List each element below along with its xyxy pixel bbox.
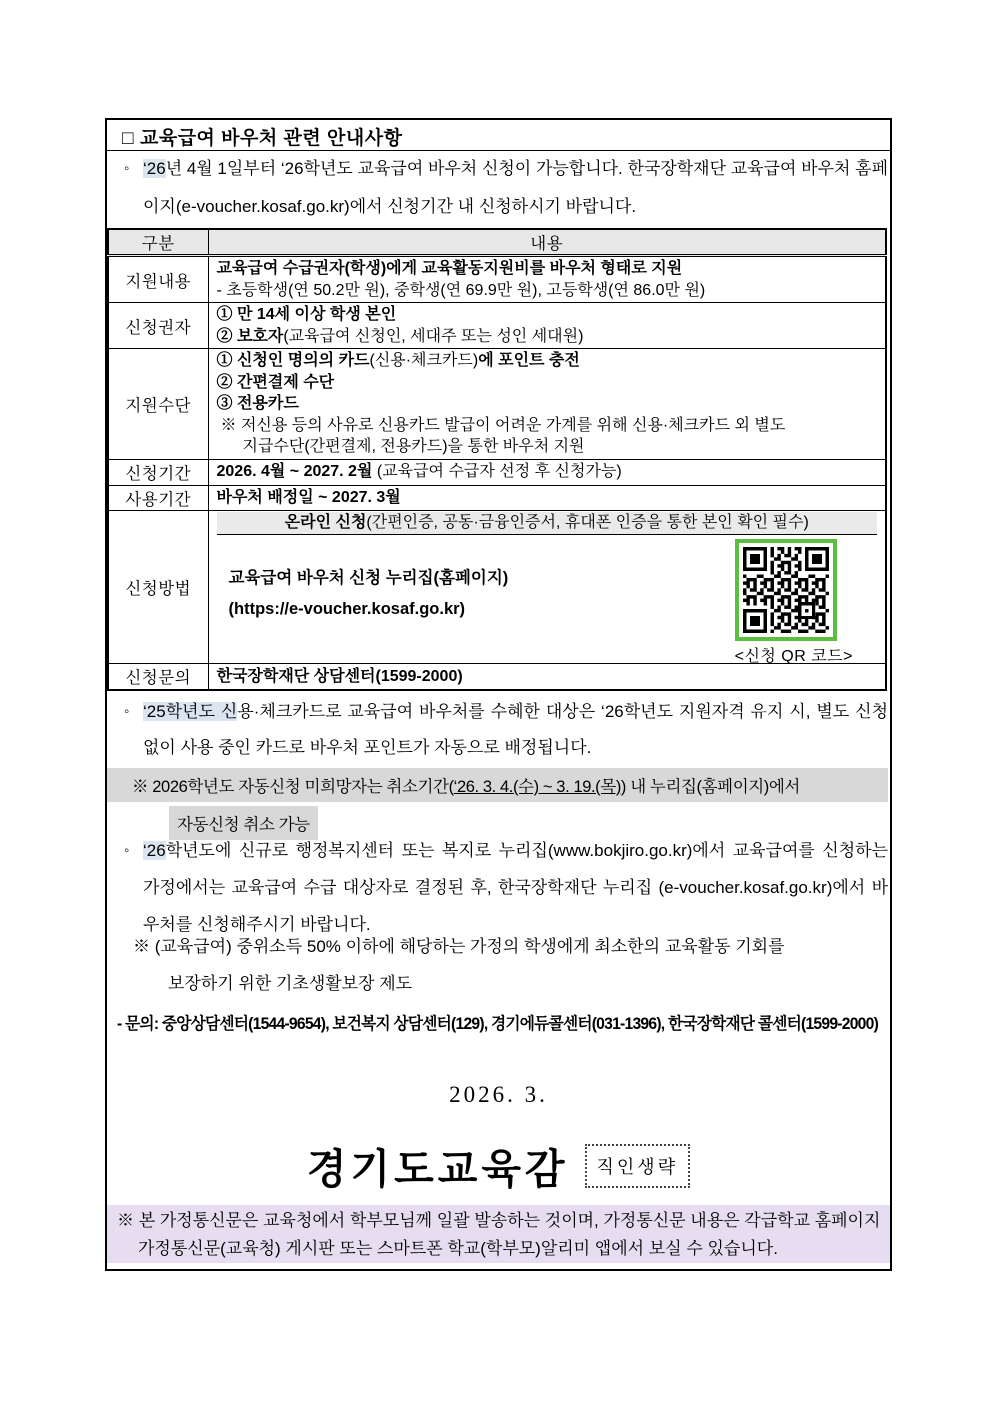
row-support-means	[108, 349, 886, 460]
signature-row	[105, 1136, 892, 1195]
row-value: ① 만 14세 이상 학생 본인 ② 보호자(교육급여 신청인, 세대주 또는 성인 세대원)	[208, 303, 886, 349]
row-value: 2026. 4월 ~ 2027. 2월 (교육급여 수급자 선정 후 신청가능)	[208, 459, 886, 485]
row-apply-period	[108, 459, 886, 485]
row-label: 신청기간	[108, 459, 208, 485]
bullet-new-application	[122, 832, 888, 943]
cancel-note-line2: 자동신청 취소 가능	[169, 806, 318, 840]
auto-highlight: ‘25학년도 신	[143, 702, 238, 721]
column-header-content: 내용	[208, 229, 886, 256]
row-label: 신청문의	[108, 663, 208, 690]
row-label: 신청권자	[108, 303, 208, 349]
circle-bullet-icon: ◦	[124, 703, 130, 720]
row-value: ① 신청인 명의의 카드(신용·체크카드)에 포인트 충전 ② 간편결제 수단 ③ 전용카드 ※ 저신용 등의 사유로 신용카드 발급이 어려운 가계를 위해 신용·체크카드 외 별도 지급수단(간편결제, 전용카드)을 통한 바우처 지원	[208, 349, 886, 460]
footer-notice	[107, 1205, 890, 1263]
edu-note-line1: ※ (교육급여) 중위소득 50% 이하에 해당하는 가정의 학생에게 최소한의 교육활동 기회를	[133, 937, 785, 956]
row-label: 신청방법	[108, 510, 208, 663]
row-support-content	[108, 256, 886, 303]
bullet-auto-assignment	[122, 694, 888, 766]
qr-code-image	[735, 539, 837, 641]
apply-site-name: 교육급여 바우처 신청 누리집(홈페이지)	[228, 568, 509, 587]
row-applicant	[108, 303, 886, 349]
issue-date: 2026. 3.	[449, 1082, 548, 1107]
section-title-text: 교육급여 바우처 관련 안내사항	[139, 128, 403, 149]
table-header-row	[108, 229, 886, 256]
row-apply-method	[108, 510, 886, 663]
section-title	[122, 123, 402, 150]
qr-caption: <신청 QR 코드>	[734, 647, 853, 665]
row-value: 교육급여 수급권자(학생)에게 교육활동지원비를 바우처 형태로 지원 - 초등학생(연 50.2만 원), 중학생(연 69.9만 원), 고등학생(연 86.0만 원)	[208, 256, 886, 303]
auto-text: 용·체크카드로 교육급여 바우처를 수혜한 대상은 ‘26학년도 지원자격 유지 시, 별도 신청 없이 사용 중인 카드로 바우처 포인트가 자동으로 배정됩니다.	[143, 702, 888, 757]
circle-bullet-icon: ◦	[124, 160, 130, 177]
section-checkbox-icon: □	[122, 128, 134, 149]
contact-centers-line: - 문의: 중앙상담센터(1544-9654), 보건복지 상담센터(129), 경기에듀콜센터(031-1396), 한국장학재단 콜센터(1599-2000)	[117, 1015, 879, 1033]
intro-text: 년 4월 1일부터 ‘26학년도 교육급여 바우처 신청이 가능합니다. 한국장학재단 교육급여 바우처 홈페이지(e-voucher.kosaf.go.kr)에서 신청기간 내 신청하시기 바랍니다.	[143, 159, 888, 216]
new-text: 학년도에 신규로 행정복지센터 또는 복지로 누리집(www.bokjiro.go.kr)에서 교육급여를 신청하는 가정에서는 교육급여 수급 대상자로 결정된 후, 한국장학재단 누리집 (e-voucher.kosaf.go.kr)에서 바우처를 신청해주시기 바랍니다.	[143, 841, 888, 934]
intro-highlight: ‘26	[143, 159, 166, 178]
row-inquiry	[108, 663, 886, 690]
qr-code-svg	[743, 547, 829, 633]
voucher-info-table	[107, 228, 887, 691]
cancel-note-line1: ※ 2026학년도 자동신청 미희망자는 취소기간(‘26. 3. 4.(수) ~ 3. 19.(목)) 내 누리집(홈페이지)에서	[107, 768, 888, 802]
column-header-category: 구분	[108, 229, 208, 256]
apply-site-url: (https://e-voucher.kosaf.go.kr)	[228, 599, 466, 618]
footer-line2: 가정통신문(교육청) 게시판 또는 스마트폰 학교(학부모)알리미 앱에서 보실 수 있습니다.	[138, 1239, 778, 1258]
circle-bullet-icon: ◦	[124, 842, 130, 859]
edu-note-line2: 보장하기 위한 기초생활보장 제도	[168, 974, 413, 993]
row-label: 지원내용	[108, 256, 208, 303]
row-label: 사용기간	[108, 485, 208, 510]
stamp-omitted-box: 직인생략	[585, 1144, 691, 1188]
cancel-period-underlined: ‘26. 3. 4.(수) ~ 3. 19.(목)	[453, 778, 621, 796]
signer-name: 경기도교육감	[306, 1146, 569, 1192]
edu-benefit-definition-note	[133, 928, 785, 1002]
row-value	[208, 510, 886, 663]
apply-site-info	[229, 563, 509, 625]
online-apply-banner: 온라인 신청(간편인증, 공동·금융인증서, 휴대폰 인증을 통한 본인 확인 필수)	[217, 512, 878, 535]
footer-line1: ※ 본 가정통신문은 교육청에서 학부모님께 일괄 발송하는 것이며, 가정통신문 내용은 각급학교 홈페이지	[117, 1211, 881, 1230]
apply-method-body	[217, 535, 878, 665]
intro-paragraph	[122, 150, 888, 226]
row-label: 지원수단	[108, 349, 208, 460]
cancel-note	[107, 768, 888, 840]
new-highlight: ‘26	[143, 841, 166, 860]
row-value: 바우처 배정일 ~ 2027. 3월	[208, 485, 886, 510]
row-value: 한국장학재단 상담센터(1599-2000)	[208, 663, 886, 690]
row-use-period	[108, 485, 886, 510]
